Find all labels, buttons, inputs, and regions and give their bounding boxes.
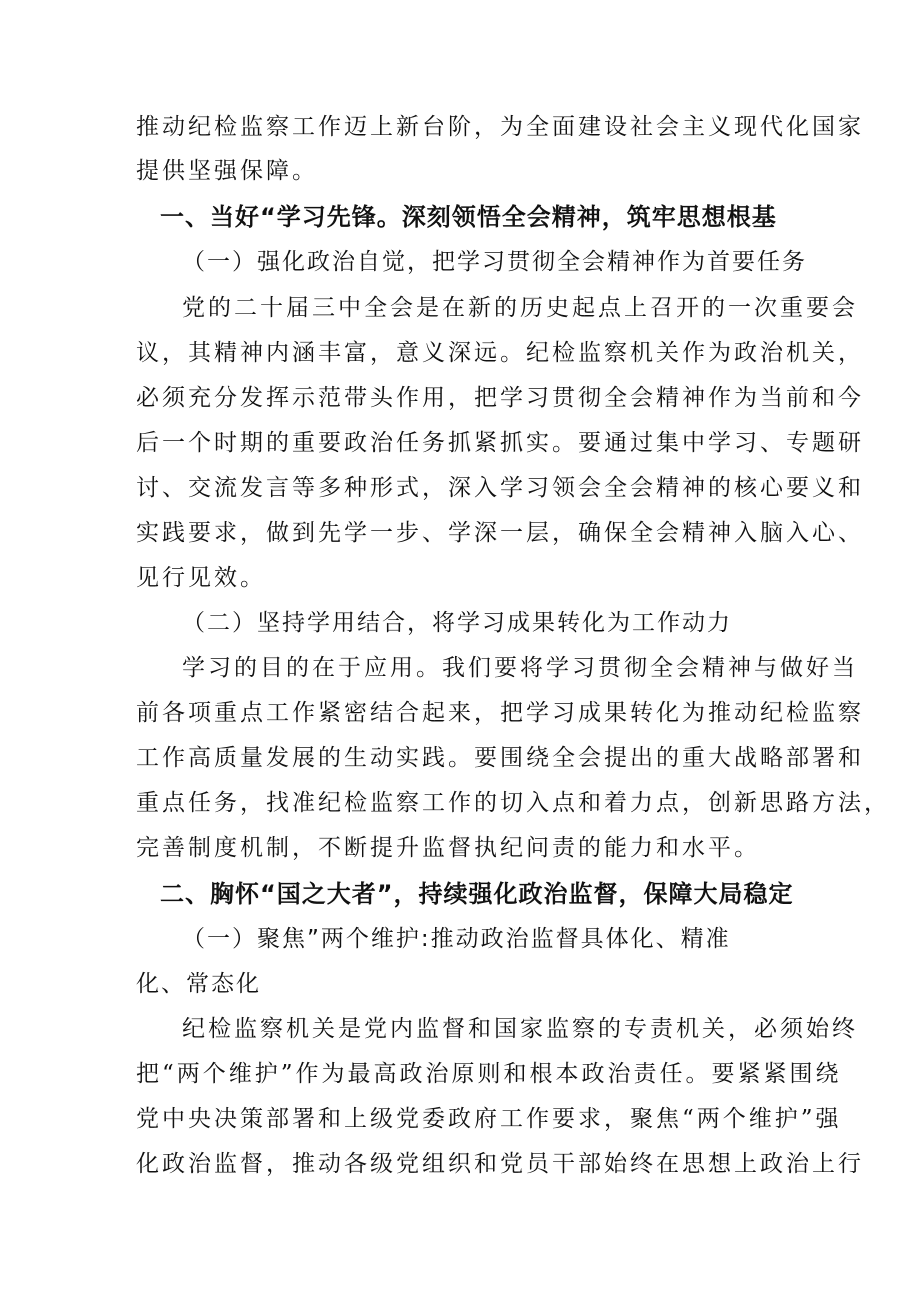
- section-2-sub-1-heading-line-2: 化、常态化: [136, 971, 261, 997]
- paragraph-line: 工作高质量发展的生动实践。要围绕全会提出的重大战略部署和: [136, 745, 864, 771]
- paragraph-line: 学习的目的在于应用。我们要将学习贯彻全会精神与做好当: [182, 655, 858, 681]
- section-2-sub-1-heading-line-1: （一）聚焦”两个维护:推动政治监督具体化、精准: [182, 926, 731, 952]
- paragraph-line: 党的二十届三中全会是在新的历史起点上召开的一次重要会: [182, 295, 858, 321]
- section-1-sub-1-heading: （一）强化政治自觉，把学习贯彻全会精神作为首要任务: [182, 249, 807, 275]
- paragraph-line: 纪检监察机关是党内监督和国家监察的专责机关，必须始终: [182, 1016, 858, 1042]
- paragraph-line: 完善制度机制，不断提升监督执纪问责的能力和水平。: [136, 835, 760, 861]
- paragraph-line: 讨、交流发言等多种形式，深入学习领会全会精神的核心要义和: [136, 475, 864, 501]
- paragraph-line: 党中央决策部署和上级党委政府工作要求，聚焦“两个维护”强: [136, 1106, 842, 1132]
- paragraph-line: 前各项重点工作紧密结合起来，把学习成果转化为推动纪检监察: [136, 700, 864, 726]
- section-1-heading: 一、当好“学习先锋。深刻领悟全会精神，筑牢思想根基: [160, 203, 777, 231]
- paragraph-line: 后一个时期的重要政治任务抓紧抓实。要通过集中学习、专题研: [136, 430, 864, 456]
- paragraph-line: 重点任务，找准纪检监察工作的切入点和着力点，创新思路方法，: [136, 790, 890, 816]
- intro-line-2: 提供坚强保障。: [136, 158, 318, 184]
- paragraph-line: 实践要求，做到先学一步、学深一层，确保全会精神入脑入心、: [136, 520, 864, 546]
- paragraph-line: 见行见效。: [136, 565, 266, 591]
- paragraph-line: 化政治监督，推动各级党组织和党员干部始终在思想上政治上行: [136, 1151, 864, 1177]
- intro-line-1: 推动纪检监察工作迈上新台阶，为全面建设社会主义现代化国家: [136, 114, 864, 140]
- paragraph-line: 议，其精神内涵丰富，意义深远。纪检监察机关作为政治机关，: [136, 340, 864, 366]
- paragraph-line: 必须充分发挥示范带头作用，把学习贯彻全会精神作为当前和今: [136, 385, 864, 411]
- paragraph-line: 把“两个维护”作为最高政治原则和根本政治责任。要紧紧围绕: [136, 1061, 842, 1087]
- section-2-heading: 二、胸怀“国之大者”，持续强化政治监督，保障大局稳定: [160, 880, 794, 908]
- section-1-sub-2-heading: （二）坚持学用结合，将学习成果转化为工作动力: [182, 610, 732, 636]
